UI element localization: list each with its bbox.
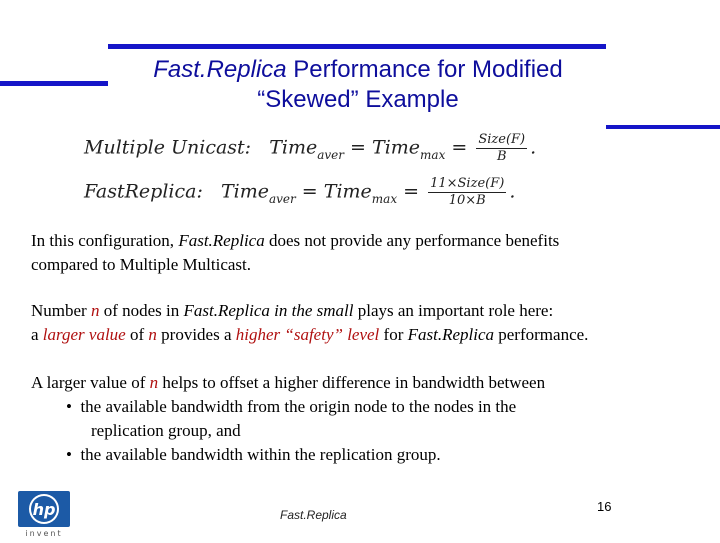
slide-title (108, 55, 608, 115)
eq2-period: . (509, 180, 516, 203)
p2-l1c: of nodes in (99, 301, 184, 320)
eq2-time: Time (220, 180, 269, 203)
b2-text: the available bandwidth within the replication group. (80, 445, 441, 464)
right-accent-bar (606, 125, 720, 129)
p1-brand: Fast.Replica (178, 231, 265, 250)
p1-text-c: does not provide any performance benefits (264, 231, 560, 250)
hp-logo (14, 490, 72, 538)
title-brand: Fast.Replica (153, 56, 287, 83)
p3-la: A larger value of (31, 373, 150, 392)
p3-n: n (149, 373, 159, 392)
bullet-item-origin-bandwidth (66, 395, 516, 419)
paragraph-configuration (31, 229, 559, 277)
eq1-equals: = (344, 136, 373, 159)
bullet-item-origin-bandwidth-cont: replication group, and (91, 421, 241, 440)
eq1-period: . (530, 136, 537, 159)
eq2-sub-max: max (371, 191, 398, 206)
p2-l2i: performance. (494, 325, 589, 344)
p2-brand: Fast.Replica (407, 325, 495, 344)
title-line1: Performance for Modified (286, 56, 563, 83)
eq1-sub-max: max (420, 147, 446, 162)
eq2-sub-aver: aver (268, 191, 296, 206)
paragraph-number-of-nodes (31, 299, 588, 347)
paragraph-bandwidth (31, 371, 545, 395)
p2-n-2: n (148, 325, 157, 344)
p3-lc: helps to offset a higher difference in bandwidth between (158, 373, 546, 392)
p2-l2e: provides a (156, 325, 236, 344)
bullet-item-within-group (66, 443, 441, 467)
eq2-fraction (428, 176, 506, 209)
eq1-time-max: Time (372, 136, 421, 159)
p2-n-1: n (90, 301, 100, 320)
eq2-equals: = (295, 180, 324, 203)
eq1-equals-2: = (445, 136, 474, 159)
left-accent-bar (0, 81, 108, 86)
eq1-time: Time (269, 136, 318, 159)
equation-multiple-unicast (84, 132, 536, 165)
eq2-equals-2: = (397, 180, 426, 203)
eq1-sub-aver: aver (317, 147, 345, 162)
page-number: 16 (597, 499, 612, 514)
hp-logo-mark: hp (32, 500, 56, 519)
p2-l2g: for (379, 325, 408, 344)
eq2-numerator: 11×Size(F) (430, 176, 505, 191)
p2-l1e: plays an important role here: (353, 301, 554, 320)
p1-line2: compared to Multiple Multicast. (31, 255, 252, 274)
hp-logo-word: invent (25, 529, 63, 538)
eq1-label: Multiple Unicast: (84, 136, 252, 159)
top-accent-bar (108, 44, 606, 49)
b1-line1: the available bandwidth from the origin node to the nodes in the (80, 397, 517, 416)
eq2-denominator: 10×B (448, 193, 486, 208)
equation-fastreplica (84, 176, 515, 209)
p2-safety-level: higher “safety” level (235, 325, 380, 344)
footer-brand: Fast.Replica (280, 508, 347, 522)
p2-larger-value: larger value (42, 325, 126, 344)
eq1-numerator: Size(F) (478, 132, 526, 147)
bullet-marker: • (66, 445, 72, 464)
p1-text-a: In this configuration, (31, 231, 179, 250)
title-line2: “Skewed” Example (257, 86, 459, 113)
eq1-denominator: B (496, 149, 507, 164)
eq2-label: FastReplica: (84, 180, 203, 203)
p2-l2c: of (125, 325, 149, 344)
p2-brand-small: Fast.Replica in the small (183, 301, 354, 320)
eq2-time-max: Time (323, 180, 372, 203)
eq1-fraction (476, 132, 527, 165)
bullet-marker: • (66, 397, 72, 416)
p2-l2a: a (31, 325, 43, 344)
p2-l1a: Number (31, 301, 91, 320)
